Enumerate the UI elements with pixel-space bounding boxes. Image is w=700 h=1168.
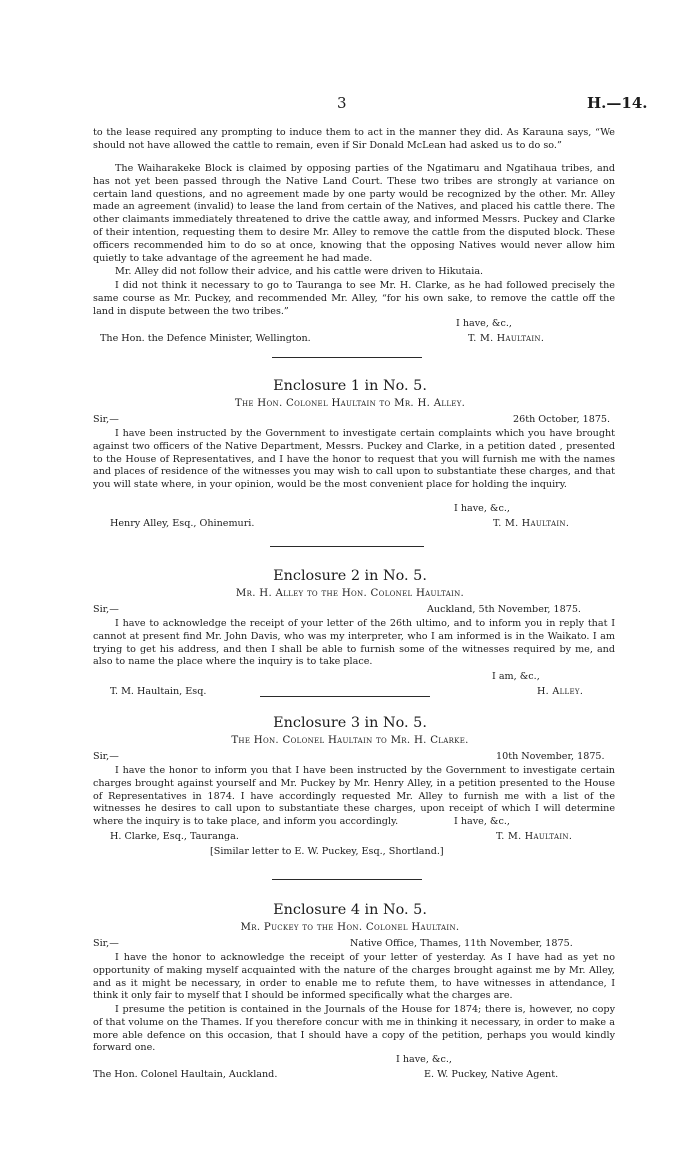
letter-date: 10th November, 1875. <box>496 751 605 762</box>
letter-paragraph: I presume the petition is contained in the Journals of the House for 1874; there is, however, no copy of that volume on the Thames. If you therefore concur with me in thinking it necessary, in order to make a more able defence on this occasion, that I should have a copy of the petition, perhaps you would kindly forward one. <box>93 1004 615 1054</box>
enclosure-heading: Enclosure 2 in No. 5. <box>273 568 427 584</box>
letter-signature: T. M. Haultain. <box>468 333 545 344</box>
letter-date: 26th October, 1875. <box>513 414 611 425</box>
letter-signature: T. M. Haultain. <box>496 831 573 842</box>
letter-signature: H. Alley. <box>537 686 584 697</box>
page-number: 3 <box>337 94 347 112</box>
letter-paragraph: I did not think it necessary to go to Tauranga to see Mr. H. Clarke, as he had followed precisely the same course as Mr. Puckey, and recommended Mr. Alley, “for his own sake, to remove the cattle off the land in dispute between the two tribes.” <box>93 280 615 317</box>
enclosure-heading: Enclosure 3 in No. 5. <box>273 715 427 731</box>
letter-signature: T. M. Haultain. <box>493 518 570 529</box>
enclosure-heading: Enclosure 4 in No. 5. <box>273 902 427 918</box>
salutation: Sir,— <box>93 604 119 615</box>
enclosure-route: Mr. H. Alley to the Hon. Colonel Haultain. <box>235 588 465 599</box>
letter-paragraph: I have the honor to acknowledge the receipt of your letter of yesterday. As I have had as yet no opportunity of making myself acquainted with the nature of the charges brought against me by Mr. Alley, and as it might be necessary, in order to enable me to refute them, to have witnesses in attendance, I think it only fair to myself that I should be informed specifically what the charges are. <box>93 952 615 1002</box>
letter-recipient: The Hon. Colonel Haultain, Auckland. <box>93 1069 278 1080</box>
enclosure-route: Mr. Puckey to the Hon. Colonel Haultain. <box>240 922 460 933</box>
letter-date: Auckland, 5th November, 1875. <box>427 604 581 615</box>
section-divider <box>272 879 422 880</box>
letter-closing: I am, &c., <box>492 671 540 682</box>
letter-closing: I have, &c., <box>396 1054 452 1065</box>
enclosure-route: The Hon. Colonel Haultain to Mr. H. Alley. <box>234 398 466 409</box>
section-divider <box>272 357 422 358</box>
letter-paragraph: I have the honor to inform you that I have been instructed by the Government to investigate certain charges brought against yourself and Mr. Puckey by Mr. Henry Alley, in a petition presented to the House of Representatives in 1874. I have accordingly requested Mr. Alley to furnish me with a list of the witnesses he desires to call upon to substantiate these charges, upon receipt of which I will determine where the inquiry is to take place, and inform you accordingly. <box>93 765 615 828</box>
salutation: Sir,— <box>93 414 119 425</box>
letter-recipient: H. Clarke, Esq., Tauranga. <box>110 831 239 842</box>
letter-closing: I have, &c., <box>454 503 510 514</box>
letter-recipient: Henry Alley, Esq., Ohinemuri. <box>110 518 255 529</box>
section-divider <box>270 546 424 547</box>
letter-recipient: The Hon. the Defence Minister, Wellington. <box>100 333 311 344</box>
section-divider <box>260 696 430 697</box>
letter-closing: I have, &c., <box>454 816 510 827</box>
salutation: Sir,— <box>93 938 119 949</box>
letter-paragraph: Mr. Alley did not follow their advice, and his cattle were driven to Hikutaia. <box>115 266 484 277</box>
letter-closing: I have, &c., <box>456 318 512 329</box>
letter-paragraph: I have to acknowledge the receipt of your letter of the 26th ultimo, and to inform you in reply that I cannot at present find Mr. John Davis, who was my interpreter, who I am informed is in the Waikato. I am trying to get his address, and then I shall be able to furnish some of the witnesses required by me, and also to name the place where the inquiry is to take place. <box>93 618 615 668</box>
document-reference: H.—14. <box>587 94 648 112</box>
editorial-note: [Similar letter to E. W. Puckey, Esq., Shortland.] <box>210 846 444 857</box>
letter-signature: E. W. Puckey, Native Agent. <box>424 1069 559 1080</box>
enclosure-heading: Enclosure 1 in No. 5. <box>273 378 427 394</box>
enclosure-route: The Hon. Colonel Haultain to Mr. H. Clarke. <box>231 735 469 746</box>
letter-paragraph: The Waiharakeke Block is claimed by opposing parties of the Ngatimaru and Ngatihaua tribes, and has not yet been passed through the Native Land Court. These two tribes are strongly at variance on certain land questions, and no agreement made by one party would be recognized by the other. Mr. Alley made an agreement (invalid) to lease the land from certain of the Natives, and placed his cattle there. The other claimants immediately threatened to drive the cattle away, and informed Messrs. Puckey and Clarke of their intention, requesting them to desire Mr. Alley to remove the cattle from the disputed block. These officers recommended him to do so at once, knowing that the opposing Natives would never allow him quietly to take advantage of the agreement he had made. <box>93 163 615 264</box>
letter-paragraph: I have been instructed by the Government to investigate certain complaints which you have brought against two officers of the Native Department, Messrs. Puckey and Clarke, in a petition dated , presented to the House of Representatives, and I have the honor to request that you will furnish me with the names and places of residence of the witnesses you may wish to call upon to substantiate these charges, and that you will state where, in your opinion, would be the most convenient place for holding the inquiry. <box>93 428 615 491</box>
salutation: Sir,— <box>93 751 119 762</box>
letter-paragraph: to the lease required any prompting to induce them to act in the manner they did. As Karauna says, “We should not have allowed the cattle to remain, even if Sir Donald McLean had asked us to do so.” <box>93 127 615 151</box>
letter-recipient: T. M. Haultain, Esq. <box>110 686 207 697</box>
letter-date: Native Office, Thames, 11th November, 1875. <box>350 938 573 949</box>
